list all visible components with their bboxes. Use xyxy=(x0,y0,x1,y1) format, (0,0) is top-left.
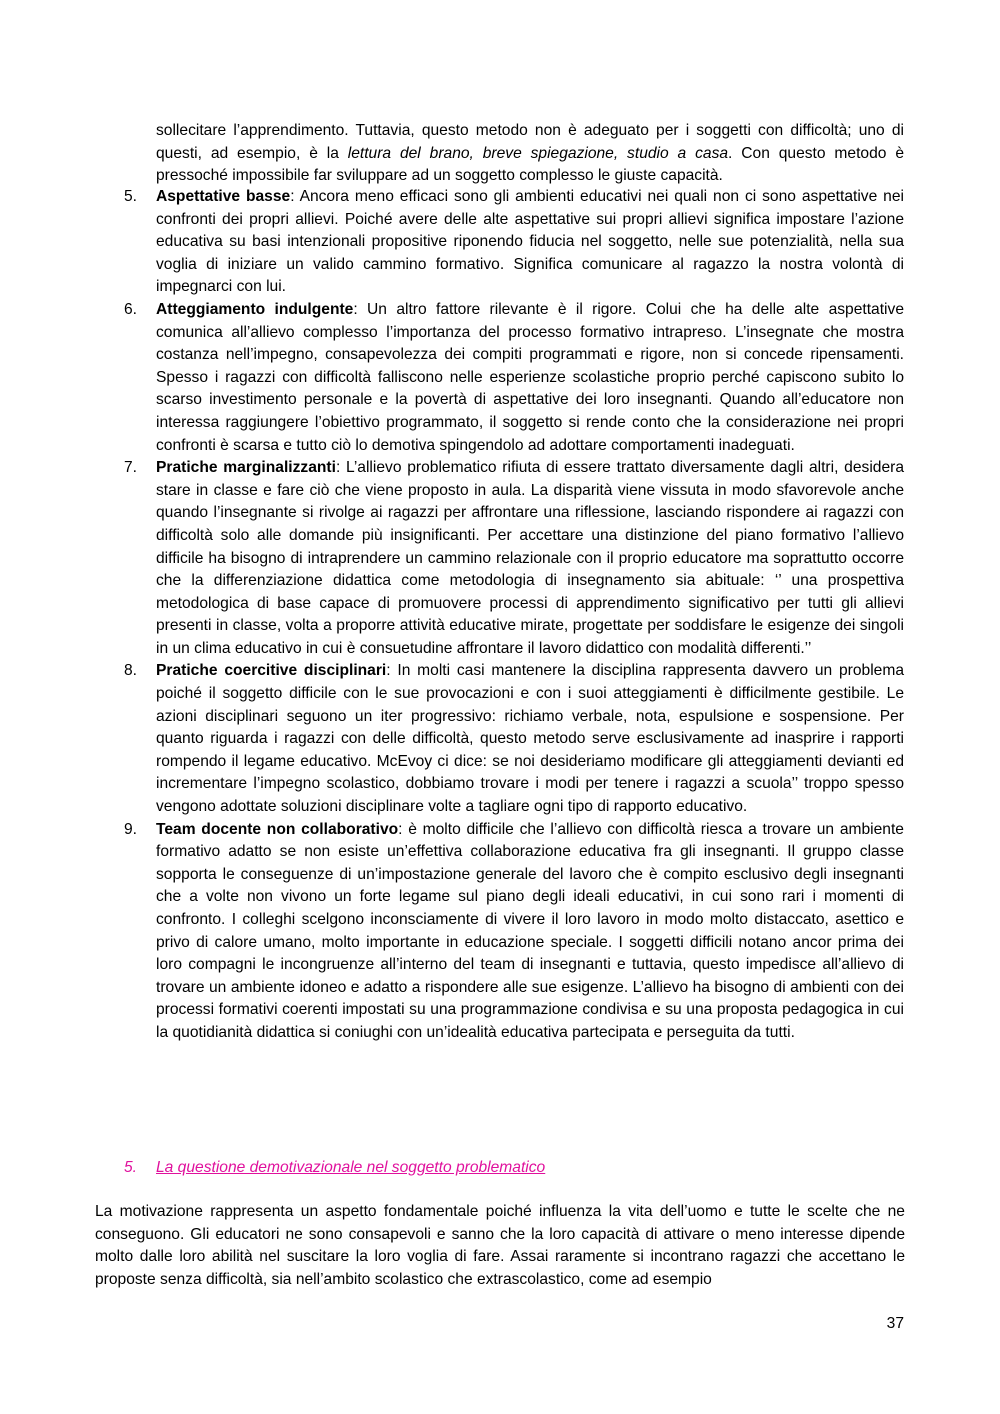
list-item-body: : Ancora meno efficaci sono gli ambienti educativi nei quali non ci sono aspettative nei confronti dei propri allievi. Poiché avere delle alte aspettative sui propri allievi significa impostare l’azione educativa su basi intenzionali propositive riponendo fiducia nel soggetto, nelle sue potenzialità, nella sua voglia di iniziare un valido cammino formativo. Significa comunicare al ragazzo la nostra volontà di impegnarci con lui. xyxy=(156,188,904,296)
list-item xyxy=(124,819,904,1045)
section-heading xyxy=(124,1157,904,1180)
list-item-term: Team docente non collaborativo xyxy=(156,820,399,838)
section-number: 5. xyxy=(124,1159,138,1176)
section-title: La questione demotivazionale nel soggetto problematico xyxy=(156,1159,546,1176)
list-item-term: Pratiche coercitive disciplinari xyxy=(156,662,387,680)
continuation-text-after: . Con questo metodo è pressoché impossibile far sviluppare ad un soggetto complesso le giuste capacità. xyxy=(156,144,904,185)
numbered-list xyxy=(124,186,904,1045)
list-item-text xyxy=(156,819,904,1045)
page-number: 37 xyxy=(886,1315,904,1332)
list-item-term: Pratiche marginalizzanti xyxy=(156,459,336,477)
list-item-body: : Un altro fattore rilevante è il rigore. Colui che ha delle alte aspettative comunica all’allievo complesso l’importanza del processo formativo intrapreso. L’insegnate che mostra costanza nell’impegno, consapevolezza dei compiti programmati e rigore, non si concede ripensamenti. Spesso i ragazzi con difficoltà falliscono nelle esperienze scolastiche proprio perché capiscono subito lo scarso investimento personale e la povertà di aspettative dei loro insegnanti. Quando all’educatore non interessa raggiungere l’obiettivo programmato, il soggetto si rende conto che la considerazione nei propri confronti è scarsa e tutto ciò lo demotiva spingendolo ad adottare comportamenti inadeguati. xyxy=(156,300,904,454)
list-item xyxy=(124,186,904,299)
list-item xyxy=(124,299,904,457)
continuation-emphasis: lettura del brano, breve spiegazione, studio a casa xyxy=(347,144,729,162)
list-item-term: Atteggiamento indulgente xyxy=(156,300,354,318)
list-item-body: : L’allievo problematico rifiuta di essere trattato diversamente dagli altri, desidera stare in classe e fare ciò che viene proposto in aula. La disparità viene vissuta in modo sfavorevole anche quando l’insegnante si rivolge ai ragazzi per affrontare una riflessione, lasciando rispondere ai ragazzi con difficoltà solo alle domande più insignificanti. Per accettare una distinzione del piano formativo l’allievo difficile ha bisogno di intraprendere un cammino relazionale con il proprio educatore ma soprattutto occorre che la differenziazione didattica come metodologia di insegnamento sia abituale: ‘’ una prospettiva metodologica di base capace di promuovere processi di apprendimento significativo per tutti gli allievi presenti in classe, volta a proporre attività educative mirate, progettate per soddisfare le esigenze dei singoli in un clima educativo in cui è consuetudine affrontare il lavoro didattico con modalità differenti.’’ xyxy=(156,459,904,657)
list-item-number: 8. xyxy=(124,662,138,680)
list-item-term: Aspettative basse xyxy=(156,188,291,205)
list-item xyxy=(124,457,904,660)
body-paragraph: La motivazione rappresenta un aspetto fondamentale poiché influenza la vita dell’uomo e tutte le scelte che ne conseguono. Gli educatori ne sono consapevoli e sanno che la loro capacità di attivare o meno interesse dipende molto dalle loro abilità nel suscitare la loro voglia di fare. Assai raramente si incontrano ragazzi che accettano le proposte senza difficoltà, sia nell’ambito scolastico che extrascolastico, come ad esempio xyxy=(95,1203,905,1288)
list-item-text xyxy=(156,299,904,457)
list-item-number: 9. xyxy=(124,820,138,838)
list-item-number: 5. xyxy=(124,188,138,205)
list-item-body: : è molto difficile che l’allievo con difficoltà riesca a trovare un ambiente formativo adatto se non esiste un’effettiva collaborazione educativa fra gli insegnanti. Il gruppo classe sopporta le conseguenze di un’impostazione generale del lavoro che è compito esclusivo degli insegnanti che a volte non vivono un forte legame sul piano degli ideali educativi, in cui sono rari i momenti di confronto. I colleghi scelgono inconsciamente di vivere il loro lavoro in modo molto distaccato, asettico e privo di calore umano, molto importante in educazione speciale. I soggetti difficili notano ancor prima dei loro compagni le incongruenze all’interno del team di insegnanti e tuttavia, questo impedisce all’allievo di trovare un ambiente idoneo e adatto a rispondere alle sue esigenze. L’allievo ha bisogno di ambienti con dei processi formativi coerenti impostati su una programmazione condivisa e su una proposta pedagogica in cui la quotidianità didattica si coniughi con un’idealità educativa partecipata e perseguita da tutti. xyxy=(156,820,904,1041)
list-item-number: 7. xyxy=(124,459,138,477)
list-item xyxy=(124,660,904,818)
list-item-body: : In molti casi mantenere la disciplina rappresenta davvero un problema poiché il soggetto difficile con le sue provocazioni e con i suoi atteggiamenti è difficilmente gestibile. Le azioni disciplinari seguono un iter progressivo: richiamo verbale, nota, espulsione e sospensione. Per quanto riguarda i ragazzi con delle difficoltà, questo metodo serve esclusivamente ad inasprire i rapporti rompendo il legame educativo. McEvoy ci dice: se noi desideriamo modificare gli atteggiamenti devianti ed incrementare l’impegno scolastico, dobbiamo trovare i modi per tenere i ragazzi a scuola’’ troppo spesso vengono adottate soluzioni disciplinare volte a tagliare ogni tipo di rapporto educativo. xyxy=(156,662,904,816)
continuation-text-before: sollecitare l’apprendimento. Tuttavia, questo metodo non è adeguato per i soggetti con difficoltà; uno di questi, ad esempio, è la xyxy=(156,122,904,162)
list-item-text xyxy=(156,660,904,818)
list-item-number: 6. xyxy=(124,300,138,318)
list-item-text xyxy=(156,186,904,299)
continuation-paragraph xyxy=(156,120,904,188)
list-item-text xyxy=(156,457,904,660)
